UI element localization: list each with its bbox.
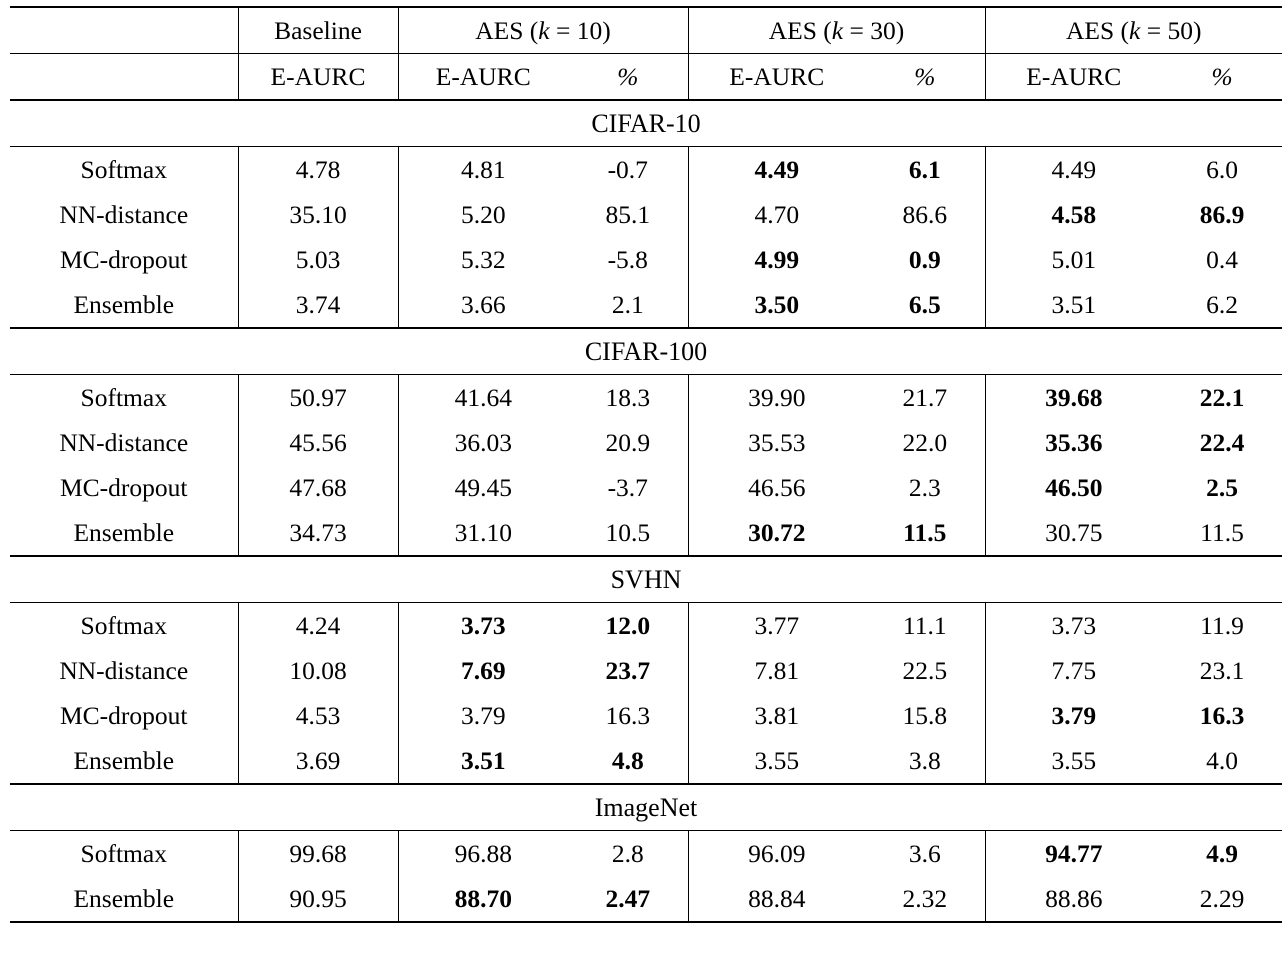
header-col-1: E-AURC [238, 54, 398, 101]
cell-value: 3.55 [754, 746, 800, 775]
cell-value: -3.7 [568, 465, 688, 510]
cell-value: 6.1 [865, 147, 985, 193]
cell-value: 4.49 [754, 155, 800, 184]
cell-value: 96.09 [748, 839, 806, 868]
row-label: Softmax [80, 839, 167, 868]
cell-value: 10.5 [568, 510, 688, 556]
section-title: SVHN [10, 556, 1282, 603]
row-label: NN-distance [59, 200, 189, 229]
cell-value: 41.64 [454, 383, 512, 412]
cell-value: 35.53 [748, 428, 806, 457]
cell-value: 4.99 [754, 245, 800, 274]
cell-value: 39.90 [748, 383, 806, 412]
table-row [10, 603, 1282, 649]
cell-value: 3.73 [1051, 611, 1097, 640]
cell-value: 3.51 [1051, 290, 1097, 319]
cell-value: 15.8 [865, 693, 985, 738]
cell-value: 23.1 [1199, 656, 1245, 685]
table-row [10, 237, 1282, 282]
cell-value: 3.74 [238, 282, 398, 328]
header-col-5: % [865, 54, 985, 101]
cell-value: 3.55 [1051, 746, 1097, 775]
table-body [10, 7, 1282, 968]
row-label: Ensemble [73, 290, 175, 319]
cell-value: 22.4 [1199, 428, 1245, 457]
section-header-row [10, 556, 1282, 603]
row-label: Softmax [80, 611, 167, 640]
cell-value: 3.51 [460, 746, 506, 775]
cell-value: 11.5 [1200, 518, 1244, 547]
section-title: CIFAR-10 [10, 100, 1282, 147]
cell-value: 5.01 [1051, 245, 1097, 274]
cell-value: 4.8 [568, 738, 688, 784]
header-corner-cell [10, 7, 238, 54]
section-title: ImageNet [10, 784, 1282, 831]
cell-value: 86.9 [1199, 200, 1245, 229]
cell-value: 2.29 [1199, 884, 1245, 913]
cell-value: 50.97 [238, 375, 398, 421]
cell-value: 22.5 [865, 648, 985, 693]
cell-value: 39.68 [1045, 383, 1103, 412]
cell-value: 18.3 [568, 375, 688, 421]
cell-value: 23.7 [568, 648, 688, 693]
results-table [10, 6, 1282, 968]
table-row [10, 192, 1282, 237]
row-label: Ensemble [73, 518, 175, 547]
cell-value: 85.1 [568, 192, 688, 237]
row-label: NN-distance [59, 656, 189, 685]
table-row [10, 465, 1282, 510]
table-row [10, 738, 1282, 784]
cell-value: 7.75 [1051, 656, 1097, 685]
cell-value: 2.3 [865, 465, 985, 510]
section-header-row [10, 784, 1282, 831]
row-label: MC-dropout [60, 245, 188, 274]
table-row [10, 831, 1282, 877]
cell-value: 96.88 [454, 839, 512, 868]
cell-value: 94.77 [1045, 839, 1103, 868]
header-group-row [10, 7, 1282, 54]
cell-value: 3.66 [460, 290, 506, 319]
table-row [10, 876, 1282, 922]
cell-value: 16.3 [568, 693, 688, 738]
header-subrow [10, 54, 1282, 101]
table-row [10, 648, 1282, 693]
cell-value: 30.72 [748, 518, 806, 547]
header-group-aes-1: AES (k = 10) [398, 7, 688, 54]
cell-value: 86.6 [865, 192, 985, 237]
table-row [10, 147, 1282, 193]
cell-value: 4.78 [238, 147, 398, 193]
cell-value: -5.8 [568, 237, 688, 282]
cell-value: 11.1 [865, 603, 985, 649]
cell-value: 49.45 [454, 473, 512, 502]
cell-value: 2.32 [865, 876, 985, 922]
cell-value: 2.47 [568, 876, 688, 922]
table-row [10, 375, 1282, 421]
cell-value: 88.70 [454, 884, 512, 913]
row-label: Ensemble [73, 884, 175, 913]
cell-value: 3.8 [865, 738, 985, 784]
cell-value: 4.58 [1051, 200, 1097, 229]
cell-value: 16.3 [1199, 701, 1245, 730]
header-group-aes-3: AES (k = 50) [985, 7, 1282, 54]
cell-value: -0.7 [568, 147, 688, 193]
cell-value: 2.8 [568, 831, 688, 877]
cell-value: 34.73 [238, 510, 398, 556]
cell-value: 6.2 [1206, 290, 1238, 319]
cell-value: 21.7 [865, 375, 985, 421]
cell-value: 3.81 [754, 701, 800, 730]
cell-value: 6.5 [865, 282, 985, 328]
table-row [10, 282, 1282, 328]
cell-value: 47.68 [238, 465, 398, 510]
cell-value: 2.5 [1206, 473, 1238, 502]
cell-value: 22.1 [1199, 383, 1245, 412]
header-col-6: E-AURC [985, 54, 1162, 101]
header-col-7: % [1162, 54, 1282, 101]
table-row [10, 693, 1282, 738]
cell-value: 2.1 [568, 282, 688, 328]
cell-value: 3.77 [754, 611, 800, 640]
row-label: Softmax [80, 383, 167, 412]
cell-value: 4.53 [238, 693, 398, 738]
cell-value: 3.79 [1051, 701, 1097, 730]
cell-value: 3.73 [460, 611, 506, 640]
cell-value: 4.24 [238, 603, 398, 649]
row-label: MC-dropout [60, 473, 188, 502]
cell-value: 5.03 [238, 237, 398, 282]
cell-value: 12.0 [568, 603, 688, 649]
cell-value: 22.0 [865, 420, 985, 465]
cell-value: 4.70 [754, 200, 800, 229]
cell-value: 3.69 [238, 738, 398, 784]
header-col-3: % [568, 54, 688, 101]
table-row [10, 510, 1282, 556]
row-label: MC-dropout [60, 701, 188, 730]
table-row [10, 420, 1282, 465]
cell-value: 3.50 [754, 290, 800, 319]
cell-value: 46.56 [748, 473, 806, 502]
cell-value: 5.20 [460, 200, 506, 229]
cell-value: 3.79 [460, 701, 506, 730]
cell-value: 90.95 [238, 876, 398, 922]
cell-value: 4.49 [1051, 155, 1097, 184]
section-header-row [10, 328, 1282, 375]
table-bottom-rule [10, 922, 1282, 968]
cell-value: 11.9 [1200, 611, 1244, 640]
cell-value: 7.69 [460, 656, 506, 685]
cell-value: 88.86 [1045, 884, 1103, 913]
cell-value: 35.10 [238, 192, 398, 237]
cell-value: 11.5 [865, 510, 985, 556]
cell-value: 36.03 [454, 428, 512, 457]
cell-value: 31.10 [454, 518, 512, 547]
cell-value: 35.36 [1045, 428, 1103, 457]
cell-value: 4.81 [460, 155, 506, 184]
cell-value: 0.4 [1206, 245, 1238, 274]
cell-value: 45.56 [238, 420, 398, 465]
header-col-0 [10, 54, 238, 101]
cell-value: 88.84 [748, 884, 806, 913]
cell-value: 4.0 [1206, 746, 1238, 775]
section-title: CIFAR-100 [10, 328, 1282, 375]
cell-value: 5.32 [460, 245, 506, 274]
header-group-aes-2: AES (k = 30) [688, 7, 985, 54]
cell-value: 6.0 [1206, 155, 1238, 184]
header-col-4: E-AURC [688, 54, 865, 101]
cell-value: 7.81 [754, 656, 800, 685]
cell-value: 30.75 [1045, 518, 1103, 547]
bottom-rule-cell [10, 922, 1282, 968]
cell-value: 20.9 [568, 420, 688, 465]
cell-value: 46.50 [1045, 473, 1103, 502]
header-baseline: Baseline [238, 7, 398, 54]
row-label: Softmax [80, 155, 167, 184]
cell-value: 0.9 [865, 237, 985, 282]
cell-value: 10.08 [238, 648, 398, 693]
header-col-2: E-AURC [398, 54, 568, 101]
section-header-row [10, 100, 1282, 147]
row-label: NN-distance [59, 428, 189, 457]
cell-value: 99.68 [238, 831, 398, 877]
row-label: Ensemble [73, 746, 175, 775]
cell-value: 3.6 [865, 831, 985, 877]
cell-value: 4.9 [1206, 839, 1238, 868]
